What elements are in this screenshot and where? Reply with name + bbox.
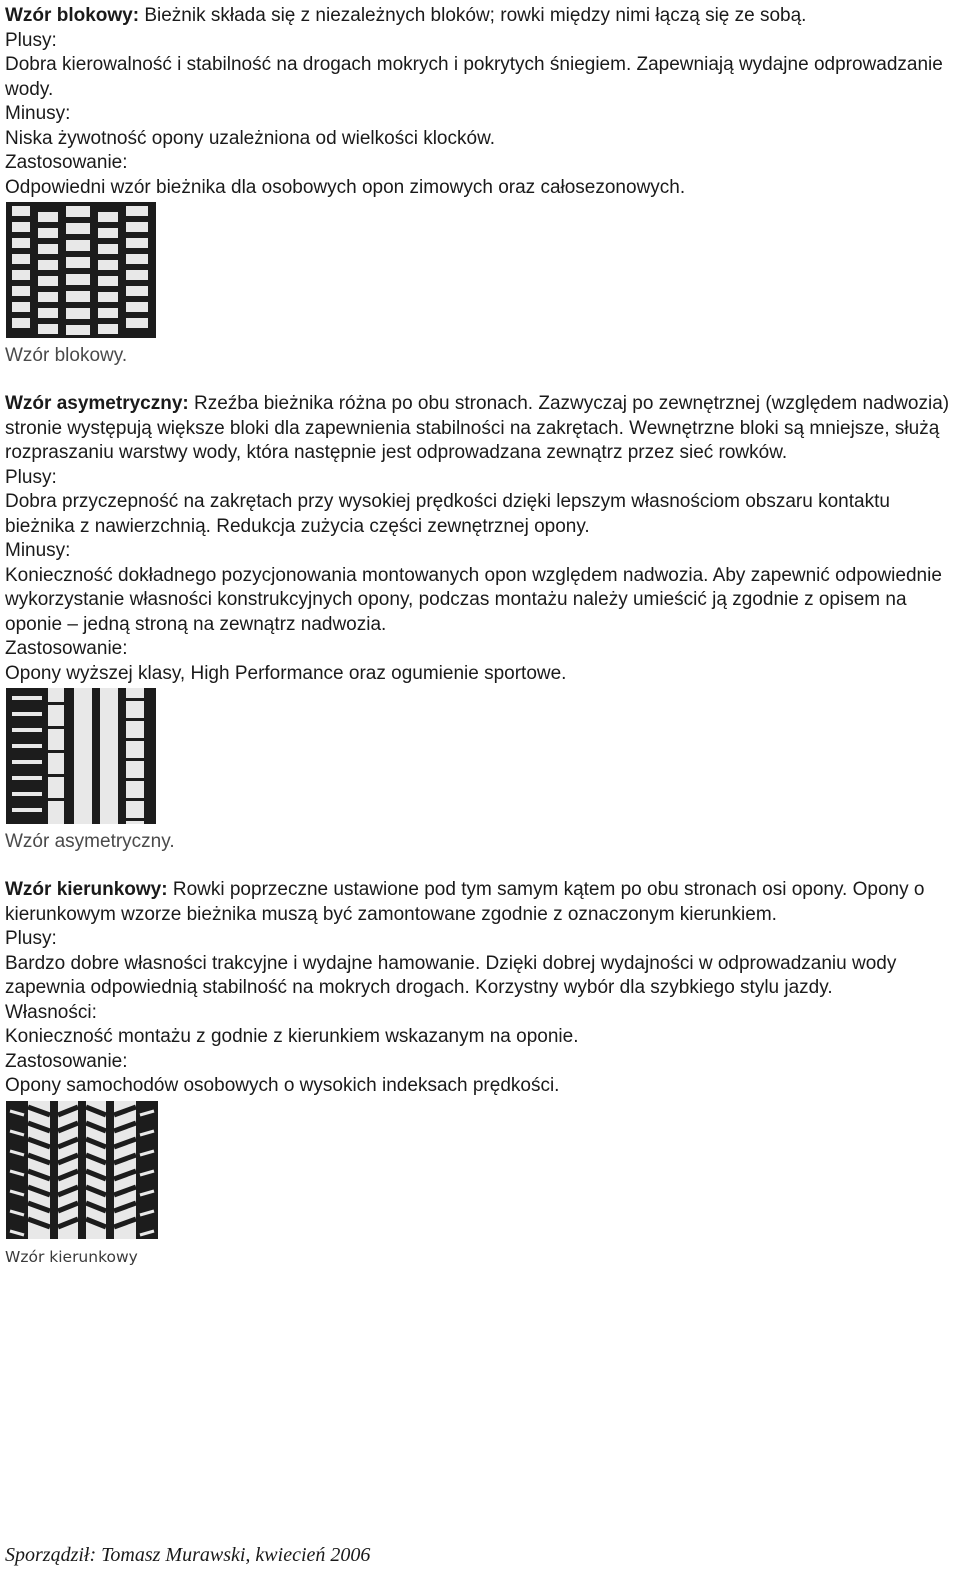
- dir-pattern-title: Wzór kierunkowy:: [5, 879, 168, 900]
- asym-pros-text: Dobra przyczepność na zakrętach przy wysokiej prędkości dzięki lepszym własnościom obszaru kontaktu bieżnika z nawierzchnią. Redukcja zużycia części zewnętrznej opony.: [5, 491, 890, 537]
- dir-usage-label: Zastosowanie:: [5, 1050, 128, 1072]
- dir-usage-text: Opony samochodów osobowych o wysokich indeksach prędkości.: [5, 1075, 560, 1096]
- dir-pattern-intro: [5, 878, 957, 927]
- dir-props-text: Konieczność montażu z godnie z kierunkiem wskazanym na oponie.: [5, 1026, 579, 1047]
- asym-tread-caption: Wzór asymetryczny.: [5, 831, 175, 852]
- block-tread-image: [6, 202, 156, 338]
- block-pattern-intro: [5, 4, 957, 29]
- dir-pros-text: Bardzo dobre własności trakcyjne i wydajne hamowanie. Dzięki dobrej wydajności w odprowadzaniu wody zapewnia odpowiednią stabilność na mokrych drogach. Korzystny wybór dla szybkiego stylu jazdy.: [5, 952, 897, 998]
- asym-cons-text: Konieczność dokładnego pozycjonowania montowanych opon względem nadwozia. Aby zapewnić odpowiednie wykorzystanie własności konstrukcyjnych opony, podczas montażu należy umieścić ją zgodnie z opisem na oponie – jedną stroną na zewnątrz nadwozia.: [5, 564, 942, 635]
- asym-pattern-title: Wzór asymetryczny:: [5, 393, 189, 414]
- block-cons-text: Niska żywotność opony uzależniona od wielkości klocków.: [5, 127, 496, 149]
- dir-pros-label: Plusy:: [5, 928, 57, 949]
- block-pros-label: Plusy:: [5, 29, 57, 51]
- block-pros-text: Dobra kierowalność i stabilność na drogach mokrych i pokrytych śniegiem. Zapewniają wydajne odprowadzanie wody.: [5, 54, 943, 100]
- asym-usage-label: Zastosowanie:: [5, 638, 128, 659]
- asym-usage-text: Opony wyższej klasy, High Performance oraz ogumienie sportowe.: [5, 662, 567, 684]
- dir-tread-caption: Wzór kierunkowy: [5, 1247, 138, 1266]
- block-usage-text: Odpowiedni wzór bieżnika dla osobowych opon zimowych oraz całosezonowych.: [5, 176, 686, 198]
- block-pattern-title: Wzór blokowy:: [5, 5, 140, 26]
- dir-tread-image: [6, 1101, 158, 1239]
- document-footer: Sporządził: Tomasz Murawski, kwiecień 2006: [5, 1544, 371, 1566]
- block-pattern-description: Bieżnik składa się z niezależnych bloków; rowki między nimi łączą się ze sobą.: [144, 5, 807, 26]
- block-tread-caption: Wzór blokowy.: [5, 345, 128, 366]
- dir-props-label: Własności:: [5, 1001, 97, 1023]
- asym-pros-label: Plusy:: [5, 466, 57, 488]
- asym-cons-label: Minusy:: [5, 540, 71, 561]
- asym-pattern-intro: [5, 392, 957, 466]
- document-page: [5, 0, 957, 1269]
- dir-pattern-description: Rowki poprzeczne ustawione pod tym samym kątem po obu stronach osi opony. Opony o kierunkowym wzorze bieżnika muszą być zamontowane zgodnie z oznaczonym kierunkiem.: [5, 879, 925, 925]
- block-usage-label: Zastosowanie:: [5, 152, 128, 173]
- asym-pattern-description: Rzeźba bieżnika różna po obu stronach. Zazwyczaj po zewnętrznej (względem nadwozia) stronie występują większe bloki dla zapewnienia stabilności na zakrętach. Wewnętrzne bloki są mniejsze, służą rozpraszaniu warstwy wody, która następnie jest odprowadzana zewnątrz przez sieć rowków.: [5, 393, 950, 463]
- asym-tread-image: [6, 688, 156, 824]
- block-cons-label: Minusy:: [5, 103, 71, 124]
